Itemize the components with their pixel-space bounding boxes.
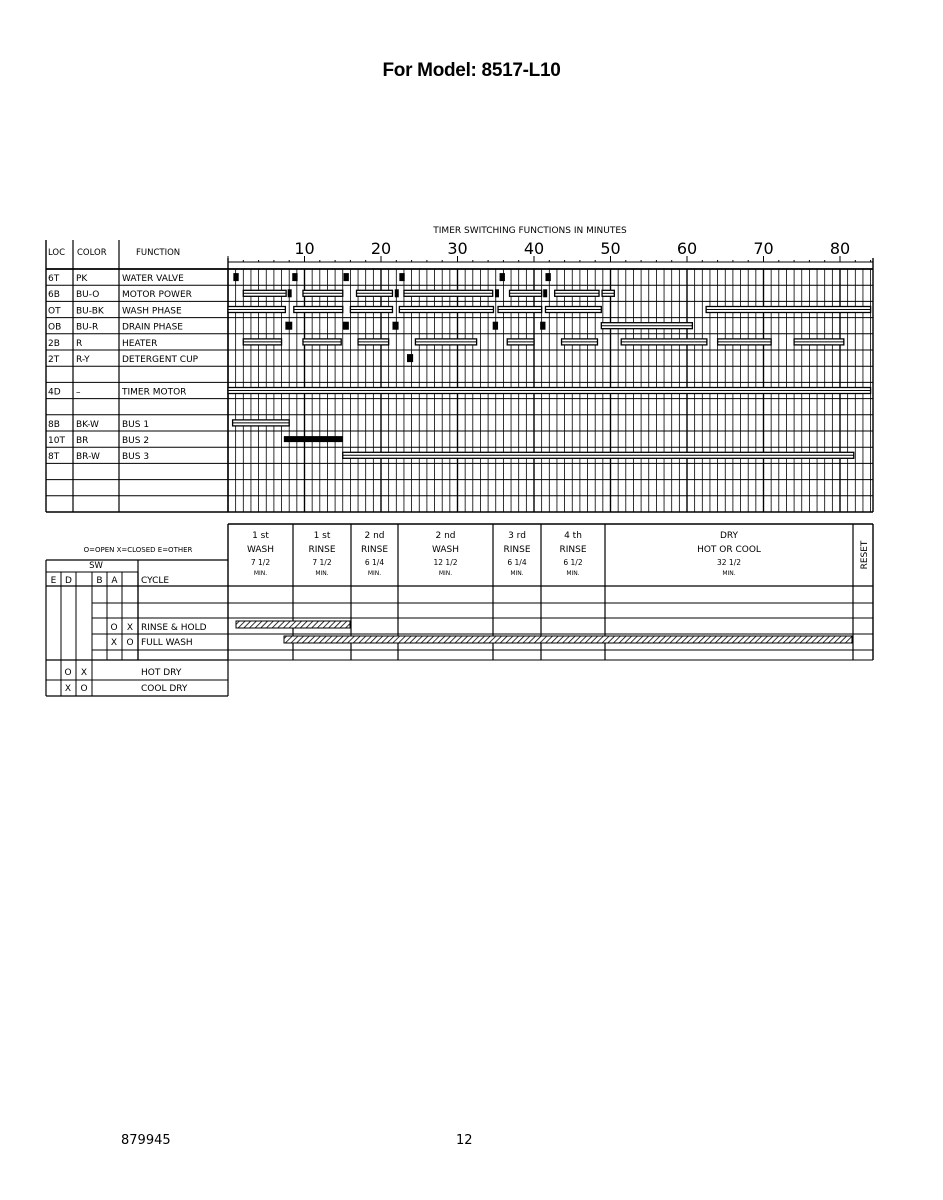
switch-header-a: A	[111, 576, 118, 586]
minute-label-20: 20	[370, 239, 392, 258]
switch-pulse	[392, 322, 398, 330]
phase-duration: 6 1/4	[507, 558, 527, 567]
switch-pulse	[292, 273, 297, 281]
row-color: BK-W	[76, 419, 99, 430]
row-function: WATER VALVE	[122, 274, 184, 284]
page-number: 12	[456, 1133, 473, 1148]
phase-type: RINSE	[503, 545, 531, 555]
row-loc: OT	[48, 306, 61, 317]
row-function: BUS 2	[122, 436, 150, 446]
phase-name: 3 rd	[508, 531, 526, 541]
phase-name: 2 nd	[364, 531, 385, 541]
header-loc: LOC	[48, 248, 66, 258]
row-color: BU-BK	[76, 306, 104, 317]
phase-type: RINSE	[360, 545, 389, 555]
switch-a-value: O	[126, 638, 134, 648]
phase-unit: MIN.	[367, 570, 382, 577]
row-color: BR-W	[76, 452, 100, 463]
minute-label-50: 50	[600, 239, 621, 258]
switch-b-value: X	[110, 638, 118, 648]
switch-pulse	[344, 273, 349, 281]
phase-duration: 32 1/2	[717, 558, 741, 567]
phase-name: 4 th	[564, 531, 582, 541]
row-loc: 2B	[48, 338, 60, 349]
switch-bar	[284, 436, 343, 442]
switch-pulse	[493, 322, 498, 330]
switch-pulse	[543, 289, 547, 297]
phase-type: RINSE	[308, 545, 336, 555]
phase-unit: MIN.	[253, 570, 268, 577]
switch-pulse	[288, 289, 292, 297]
full-wash-bar	[284, 636, 852, 643]
row-color: R	[76, 338, 83, 349]
row-loc: 6T	[48, 274, 60, 284]
part-number: 879945	[121, 1133, 171, 1148]
phase-type: RINSE	[559, 545, 587, 555]
switch-pulse	[545, 273, 550, 281]
switch-b-value: O	[110, 623, 118, 633]
reset-label: RESET	[860, 540, 870, 570]
switch-pulse	[399, 273, 404, 281]
header-color: COLOR	[77, 248, 107, 258]
row-color: BU-R	[76, 322, 99, 333]
phase-unit: MIN.	[722, 570, 736, 577]
switch-pulse	[540, 322, 545, 330]
phase-unit: MIN.	[510, 570, 524, 577]
switch-pulse	[395, 289, 399, 297]
phase-type: HOT OR COOL	[697, 545, 761, 555]
switch-pulse	[233, 273, 238, 281]
timer-chart-title: TIMER SWITCHING FUNCTIONS IN MINUTES	[433, 226, 627, 236]
switch-pulse	[500, 273, 505, 281]
phase-duration: 7 1/2	[312, 558, 332, 567]
switch-legend: O=OPEN X=CLOSED E=OTHER	[83, 546, 193, 554]
switch-pulse	[343, 322, 349, 330]
row-function: HEATER	[122, 338, 158, 349]
switch-header-b: B	[96, 576, 103, 586]
row-loc: 6B	[48, 290, 60, 301]
phase-name: 1 st	[252, 531, 269, 541]
row-loc: 2T	[48, 355, 60, 365]
page-title: For Model: 8517-L10	[382, 60, 561, 81]
row-color: BU-O	[76, 290, 100, 301]
phase-name: 1 st	[313, 531, 331, 541]
header-function: FUNCTION	[136, 248, 181, 258]
cycle-header: CYCLE	[141, 576, 170, 586]
row-function: DRAIN PHASE	[122, 322, 183, 333]
row-loc: 8B	[48, 419, 60, 430]
minute-label-30: 30	[447, 239, 468, 258]
cycle-name: FULL WASH	[141, 638, 193, 648]
row-loc: 4D	[48, 387, 61, 398]
phase-duration: 7 1/2	[250, 558, 271, 567]
switch-header-d: D	[65, 576, 72, 586]
row-function: BUS 3	[122, 452, 150, 463]
rinse-hold-bar	[236, 621, 350, 628]
phase-name: DRY	[719, 531, 739, 541]
phase-unit: MIN.	[566, 570, 580, 577]
row-function: BUS 1	[122, 419, 150, 430]
switch-pulse	[495, 289, 499, 297]
minute-label-60: 60	[676, 239, 698, 258]
switch-pulse	[285, 322, 292, 330]
minute-label-70: 70	[753, 239, 774, 258]
switch-d-value: X	[80, 668, 88, 678]
row-loc: OB	[48, 322, 62, 333]
row-color: –	[76, 387, 81, 398]
phase-name: 2 nd	[435, 531, 456, 541]
cycle-name: RINSE & HOLD	[141, 623, 207, 633]
phase-unit: MIN.	[315, 570, 329, 577]
switch-e-value: X	[64, 684, 72, 694]
row-function: DETERGENT CUP	[122, 355, 199, 365]
row-color: R-Y	[76, 355, 90, 365]
phase-duration: 6 1/2	[563, 558, 583, 567]
dry-option-name: HOT DRY	[141, 668, 182, 678]
phase-duration: 12 1/2	[433, 558, 458, 567]
switch-d-value: O	[80, 684, 88, 694]
switch-header-e: E	[50, 576, 57, 586]
row-loc: 10T	[48, 436, 65, 446]
minute-label-40: 40	[523, 239, 545, 258]
switch-e-value: O	[64, 668, 72, 678]
row-function: MOTOR POWER	[122, 290, 192, 301]
switch-a-value: X	[126, 623, 134, 633]
minute-label-80: 80	[829, 239, 851, 258]
phase-type: WASH	[246, 545, 275, 555]
phase-type: WASH	[431, 545, 460, 555]
row-color: BR	[76, 436, 89, 446]
minute-label-10: 10	[294, 239, 315, 258]
row-color: PK	[76, 274, 88, 284]
switch-pulse	[407, 354, 413, 362]
phase-unit: MIN.	[438, 570, 453, 577]
row-function: TIMER MOTOR	[122, 387, 187, 398]
phase-duration: 6 1/4	[364, 558, 385, 567]
row-loc: 8T	[48, 452, 60, 463]
sw-label: SW	[89, 561, 103, 571]
dry-option-name: COOL DRY	[141, 684, 188, 694]
row-function: WASH PHASE	[122, 306, 182, 317]
